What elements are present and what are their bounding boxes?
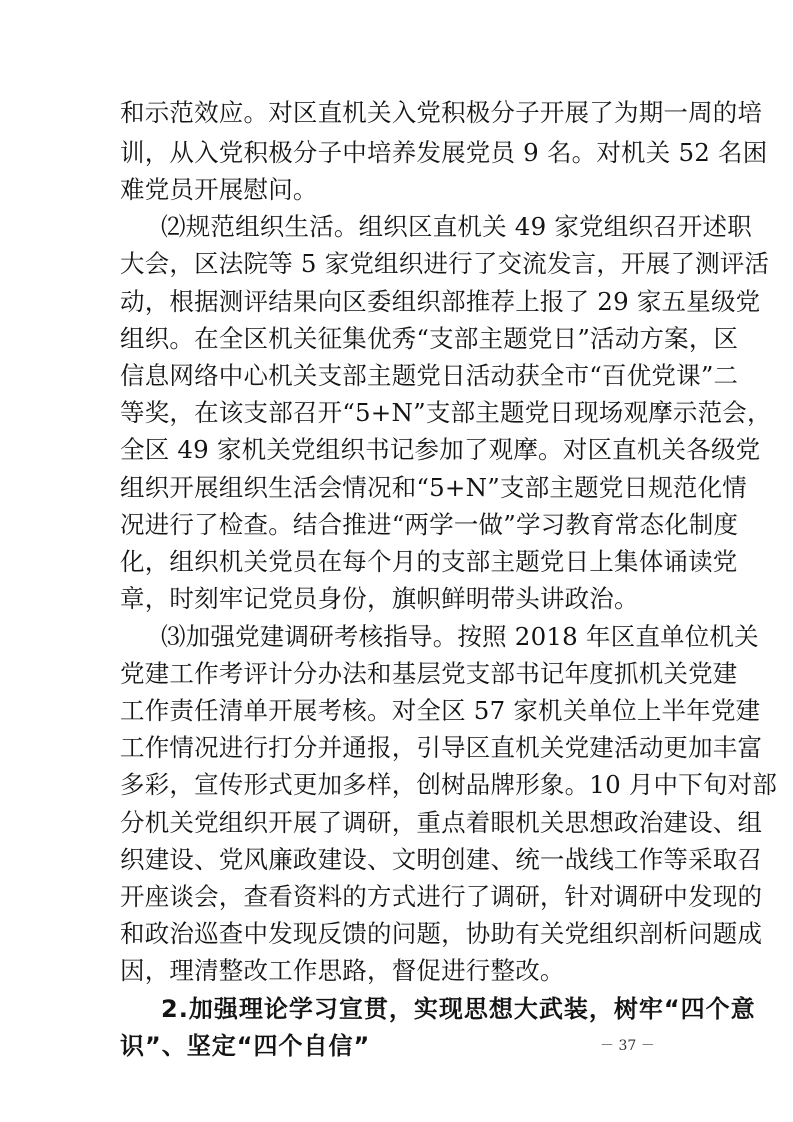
paragraph-line: 党建工作考评计分办法和基层党支部书记年度抓机关党建 <box>120 659 738 688</box>
paragraph-line: 多彩，宣传形式更加多样，创树品牌形象。10 月中下旬对部 <box>120 770 778 799</box>
page-number: － 37 － <box>600 1038 655 1054</box>
paragraph-line: 组织。在全区机关征集优秀“支部主题党日”活动方案，区 <box>120 324 739 353</box>
paragraph-line: ⑶加强党建调研考核指导。按照 2018 年区直单位机关 <box>161 622 759 651</box>
paragraph-line: 和政治巡查中发现反馈的问题，协助有关党组织剖析问题成 <box>120 919 763 948</box>
paragraph-line: 化，组织机关党员在每个月的支部主题党日上集体诵读党 <box>120 547 738 576</box>
paragraph-line: 开座谈会，查看资料的方式进行了调研，针对调研中发现的 <box>120 882 763 911</box>
paragraph-line: 组织开展组织生活会情况和“5+N”支部主题党日规范化情 <box>120 473 748 502</box>
section-heading-line: 识”、坚定“四个自信” <box>120 1032 371 1060</box>
paragraph-line: 训，从入党积极分子中培养发展党员 9 名。对机关 52 名困 <box>120 138 768 167</box>
paragraph-line: 动，根据测评结果向区委组织部推荐上报了 29 家五星级党 <box>120 287 761 316</box>
paragraph-line: 工作情况进行打分并通报，引导区直机关党建活动更加丰富 <box>120 733 763 762</box>
paragraph-line: 织建设、党风廉政建设、文明创建、统一战线工作等采取召 <box>120 845 763 874</box>
paragraph-line: 等奖，在该支部召开“5+N”支部主题党日现场观摩示范会， <box>120 398 772 427</box>
paragraph-line: 信息网络中心机关支部主题党日活动获全市“百优党课”二 <box>120 361 739 390</box>
paragraph-line: 工作责任清单开展考核。对全区 57 家机关单位上半年党建 <box>120 696 761 725</box>
paragraph-line: 大会，区法院等 5 家党组织进行了交流发言，开展了测评活 <box>120 249 770 278</box>
section-heading-line: 2.加强理论学习宣贯，实现思想大武装，树牢“四个意 <box>161 995 756 1023</box>
paragraph-line: 章，时刻牢记党员身份，旗帜鲜明带头讲政治。 <box>120 584 639 613</box>
paragraph-line: 难党员开展慰问。 <box>120 175 318 204</box>
paragraph-line: ⑵规范组织生活。组织区直机关 49 家党组织召开述职 <box>161 212 752 241</box>
paragraph-line: 和示范效应。对区直机关入党积极分子开展了为期一周的培 <box>120 98 763 127</box>
paragraph-line: 况进行了检查。结合推进“两学一做”学习教育常态化制度 <box>120 510 739 539</box>
paragraph-line: 因，理清整改工作思路，督促进行整改。 <box>120 956 565 985</box>
paragraph-line: 分机关党组织开展了调研，重点着眼机关思想政治建设、组 <box>120 808 763 837</box>
paragraph-line: 全区 49 家机关党组织书记参加了观摩。对区直机关各级党 <box>120 435 761 464</box>
